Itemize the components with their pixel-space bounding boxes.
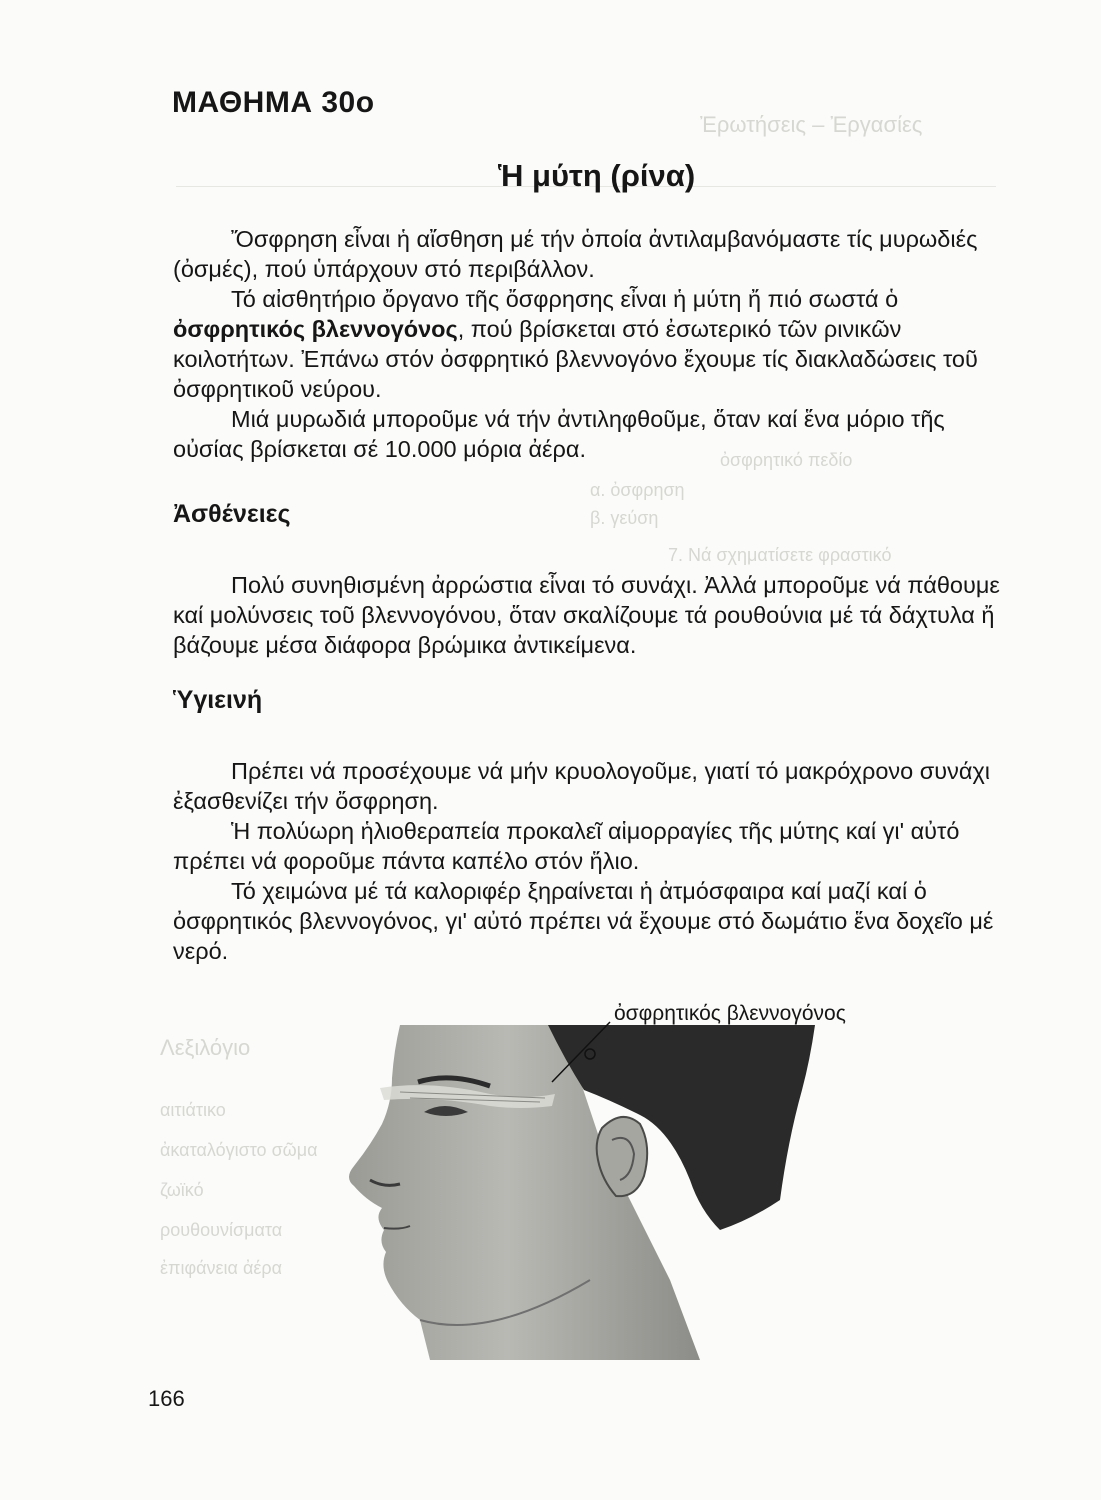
book-page: Ἐρωτήσεις – Ἐργασίες ὀσφρητικό πεδίο α. ὀσφρηση β. γεύση 7. Νά σχηματίσετε φραστικό Λεξιλόγιο αιτιάτικο ἀκαταλόγιστο σῶμα ζωϊκό ρουθουνίσματα ἐπιφάνεια ἀέρα ΜΑΘΗΜΑ 30ο Ἡ μύτη (ρίνα) Ὄσφρηση εἶναι ἡ αἴσθηση μέ τήν ὁποία ἀντιλαμβανόμαστε τίς μυρωδιές (ὀσμές), πού ὑπάρχουν στό περιβάλλον. Τό αἰσθητήριο ὄργανο τῆς ὄσφρησης εἶναι ἡ μύτη ἤ πιό σωστά ὁ ὀσφρητικός βλεννογόνος, πού βρίσκεται στό ἐσωτερικό τῶν ρινικῶν κοιλοτήτων. Ἐπάνω στόν ὀσφρητικό βλεννογόνο ἔχουμε τίς διακλαδώσεις τοῦ ὀσφρητικοῦ νεύρου. Μιά μυρωδιά μποροῦμε νά τήν ἀντιληφθοῦμε, ὅταν καί ἕνα μόριο τῆς οὐσίας βρίσκεται σέ 10.000 μόρια ἀέρα. Ἀσθένειες Πολύ συνηθισμένη ἀρρώστια εἶναι τό συνάχι. Ἀλλά μποροῦμε νά πάθουμε καί μολύνσεις τοῦ βλεννογόνου, ὅταν σκαλίζουμε τά ρουθούνια μέ τά δάχτυλα ἤ βάζουμε μέσα διάφορα βρώμικα ἀντικείμενα. Ὑγιεινή Πρέπει νά προσέχουμε νά μήν κρυολογοῦμε, γιατί τό μακρόχρονο συνάχι ἐξασθενίζει τήν ὄσφρηση. Ἡ πολύωρη ἡλιοθεραπεία προκαλεῖ αἱμορραγίες τῆς μύτης καί γι' αὐτό πρέπει νά φοροῦμε πάντα καπέλο στόν ἥλιο. Τό χειμώνα μέ τά καλοριφέρ ξηραίνεται ἡ ἀτμόσφαιρα καί μαζί καί ὁ ὀσφρητικός βλεννογόνος, γι' αὐτό πρέπει νά ἔχουμε στό δωμάτιο ἕνα δοχεῖο μέ νερό. ὀσφρητικός βλεννογόνος 166 <box>0 0 1101 1500</box>
diseases-paragraph: Πολύ συνηθισμένη ἀρρώστια εἶναι τό συνάχι. Ἀλλά μποροῦμε νά πάθουμε καί μολύνσεις τοῦ βλεννογόνου, ὅταν σκαλίζουμε τά ρουθούνια μέ τά δάχτυλα ἤ βάζουμε μέσα διάφορα βρώμικα ἀντικείμενα. <box>173 572 1000 658</box>
lesson-heading: ΜΑΘΗΜΑ 30ο <box>172 86 375 119</box>
hygiene-paragraph: Τό χειμώνα μέ τά καλοριφέρ ξηραίνεται ἡ ἀτμόσφαιρα καί μαζί καί ὁ ὀσφρητικός βλεννογόνος, γι' αὐτό πρέπει νά ἔχουμε στό δωμάτιο ἕνα δοχεῖο μέ νερό. <box>173 878 994 964</box>
intro-paragraph: Μιά μυρωδιά μποροῦμε νά τήν ἀντιληφθοῦμε, ὅταν καί ἕνα μόριο τῆς οὐσίας βρίσκεται σέ 10.000 μόρια ἀέρα. <box>173 406 945 462</box>
para-text: Τό αἰσθητήριο ὄργανο τῆς ὄσφρησης εἶναι ἡ μύτη ἤ πιό σωστά ὁ <box>231 286 899 312</box>
diseases-section <box>173 570 1003 660</box>
hygiene-paragraph: Ἡ πολύωρη ἡλιοθεραπεία προκαλεῖ αἱμορραγίες τῆς μύτης καί γι' αὐτό πρέπει νά φοροῦμε πάντα καπέλο στόν ἥλιο. <box>173 818 960 874</box>
page-title: Ἡ μύτη (ρίνα) <box>498 158 696 193</box>
page-number: 166 <box>148 1386 185 1411</box>
figure-label: ὀσφρητικός βλεννογόνος <box>614 1002 846 1025</box>
intro-paragraph: Ὄσφρηση εἶναι ἡ αἴσθηση μέ τήν ὁποία ἀντιλαμβανόμαστε τίς μυρωδιές (ὀσμές), πού ὑπάρχουν στό περιβάλλον. <box>173 226 978 282</box>
head-profile-figure <box>340 1020 830 1365</box>
hygiene-paragraph: Πρέπει νά προσέχουμε νά μήν κρυολογοῦμε, γιατί τό μακρόχρονο συνάχι ἐξασθενίζει τήν ὄσφρηση. <box>173 758 990 814</box>
para-text: , πού βρίσκεται στό ἐσωτερικό τῶν ρινικῶν κοιλοτήτων. Ἐπάνω στόν ὀσφρητικό βλεννογόνο ἔχουμε τίς διακλαδώσεις τοῦ ὀσφρητικοῦ νεύρου. <box>173 316 978 402</box>
intro-paragraph-bold <box>173 284 1003 404</box>
intro-section <box>173 224 1003 464</box>
hygiene-section <box>173 756 1003 966</box>
bold-term: ὀσφρητικός βλεννογόνος <box>173 316 458 342</box>
hygiene-heading: Ὑγιεινή <box>173 686 263 714</box>
diseases-heading: Ἀσθένειες <box>173 500 291 528</box>
